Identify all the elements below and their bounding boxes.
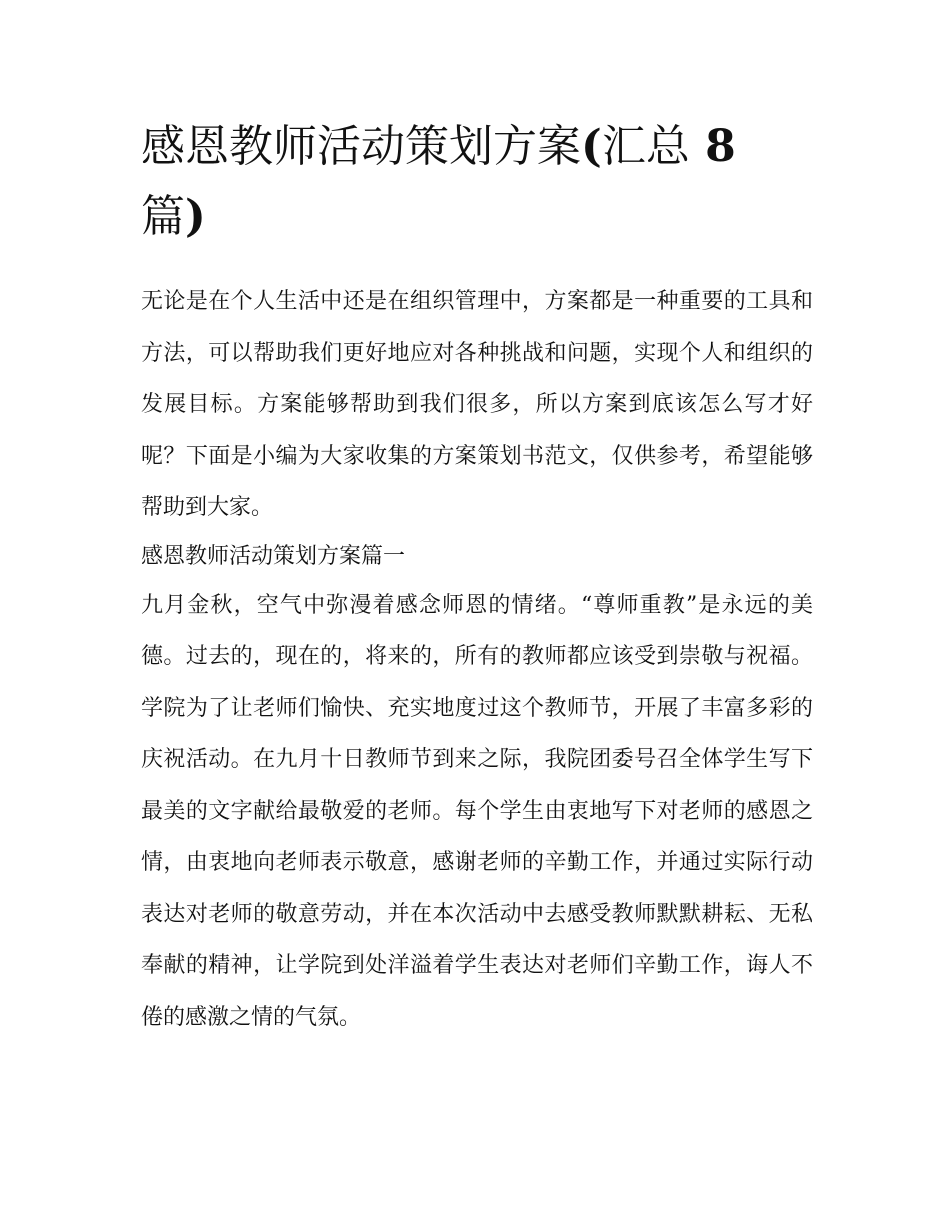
title-text: 感恩教师活动策划方案 xyxy=(141,121,581,172)
title-summary: 汇总 xyxy=(601,121,690,172)
intro-paragraph: 无论是在个人生活中还是在组织管理中，方案都是一种重要的工具和方法，可以帮助我们更好地应对各种挑战和问题，实现个人和组织的发展目标。方案能够帮助到我们很多，所以方案到底该怎么写才好呢？下面是小编为大家收集的方案策划书范文，仅供参考，希望能够帮助到大家。 xyxy=(141,289,813,520)
title-count: 8 xyxy=(689,121,736,172)
document-content xyxy=(141,112,813,1043)
section-heading: 感恩教师活动策划方案篇一 xyxy=(141,543,406,569)
document-title xyxy=(141,112,813,252)
title-unit: 篇 xyxy=(141,191,185,242)
section-paragraph: 九月金秋，空气中弥漫着感念师恩的情绪。“尊师重教”是永远的美德。过去的，现在的，将来的，所有的教师都应该受到崇敬与祝福。学院为了让老师们愉快、充实地度过这个教师节，开展了丰富多彩的庆祝活动。在九月十日教师节到来之际，我院团委号召全体学生写下最美的文字献给最敬爱的老师。每个学生由衷地写下对老师的感恩之情，由衷地向老师表示敬意，感谢老师的辛勤工作，并通过实际行动表达对老师的敬意劳动，并在本次活动中去感受教师默默耕耘、无私奉献的精神，让学院到处洋溢着学生表达对老师们辛勤工作，诲人不倦的感激之情的气氛。 xyxy=(141,592,813,1030)
title-close-paren: ) xyxy=(185,191,206,242)
title-open-paren: ( xyxy=(581,121,602,172)
